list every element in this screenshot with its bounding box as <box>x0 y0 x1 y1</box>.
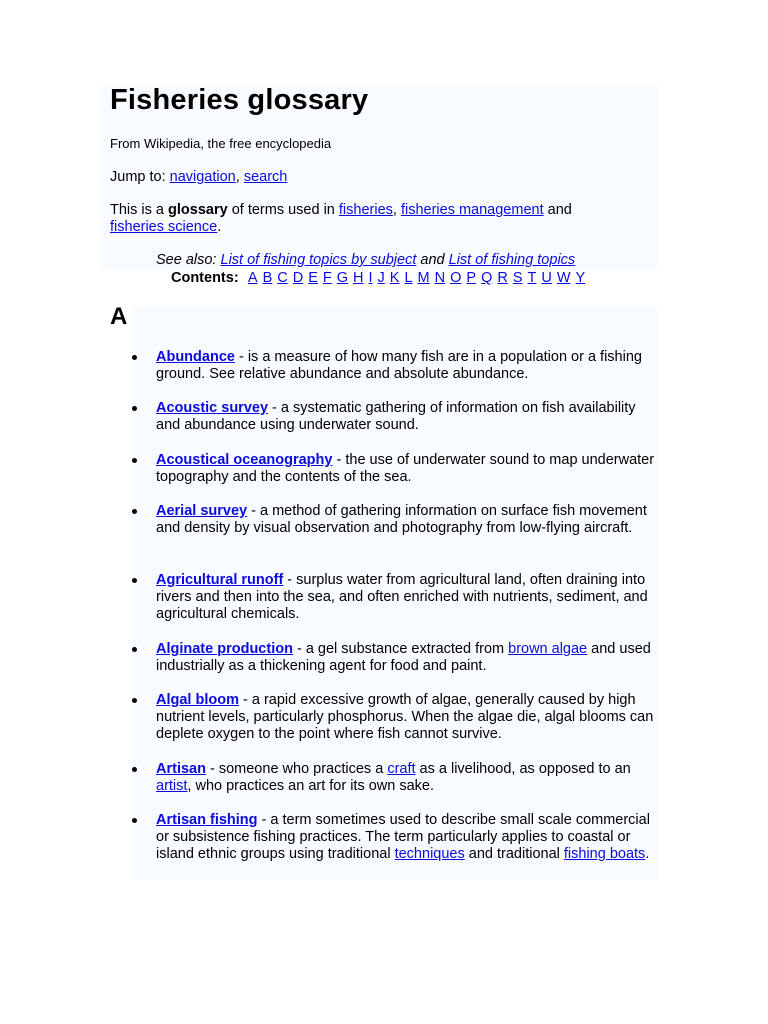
definition-text: as a livelihood, as opposed to an <box>415 761 631 777</box>
intro-paragraph <box>110 202 630 236</box>
fishing-boats-link[interactable]: fishing boats <box>563 846 646 862</box>
contents-letter-a[interactable]: A <box>247 270 258 286</box>
term-link[interactable]: Acoustic survey <box>156 400 269 416</box>
contents-letter-m[interactable]: M <box>417 270 430 286</box>
term-link[interactable]: Abundance <box>156 349 235 365</box>
list-item <box>156 692 658 743</box>
term-link[interactable]: Acoustical oceanography <box>156 452 333 468</box>
see-also-prefix: See also: <box>156 252 217 268</box>
intro-text-2: of terms used in <box>227 202 339 218</box>
jump-to <box>110 169 287 185</box>
intro-text-4: and <box>543 202 572 218</box>
brown-algae-link[interactable]: brown algae <box>508 641 588 657</box>
intro-text-3: , <box>392 202 401 218</box>
contents-letter-f[interactable]: F <box>322 270 332 286</box>
definition-text: - a term sometimes used to describe small scale commercial or subsistence fishing practices. The term particularly applies to coastal or island ethnic groups using traditional <box>156 812 650 862</box>
contents-letter-k[interactable]: K <box>389 270 400 286</box>
term-link[interactable]: Aerial survey <box>156 503 248 519</box>
contents-letter-w[interactable]: W <box>556 270 571 286</box>
definition-text: - someone who practices a <box>205 761 388 777</box>
list-item <box>156 400 658 434</box>
contents-letter-b[interactable]: B <box>262 270 273 286</box>
intro-bold: glossary <box>168 202 228 218</box>
term-link[interactable]: Alginate production <box>156 641 293 657</box>
jump-separator: , <box>235 169 240 185</box>
bullet-icon <box>132 818 137 823</box>
definition-text: - a method of gathering information on surface fish movement and density by visual observation and photography from low-flying aircraft. <box>156 503 647 536</box>
artist-link[interactable]: artist <box>156 778 188 794</box>
contents-letter-g[interactable]: G <box>336 270 349 286</box>
contents-letter-q[interactable]: Q <box>481 270 493 286</box>
fisheries-management-link[interactable]: fisheries management <box>400 202 544 218</box>
page-subtitle: From Wikipedia, the free encyclopedia <box>110 136 332 151</box>
bullet-icon <box>132 767 137 772</box>
contents-letter-t[interactable]: T <box>527 270 537 286</box>
contents-letter-s[interactable]: S <box>512 270 523 286</box>
list-item <box>156 812 658 863</box>
bullet-icon <box>132 647 137 652</box>
bullet-icon <box>132 406 137 411</box>
contents-letter-c[interactable]: C <box>277 270 288 286</box>
list-by-subject-link[interactable]: List of fishing topics by subject <box>220 252 417 268</box>
definition-text: and traditional <box>464 846 564 862</box>
contents-letter-p[interactable]: P <box>466 270 477 286</box>
search-link[interactable]: search <box>243 169 288 185</box>
contents-letter-j[interactable]: J <box>377 270 385 286</box>
definition-text: - the use of underwater sound to map underwater topography and the contents of the sea. <box>156 452 655 485</box>
section-heading: A <box>110 303 128 330</box>
list-item <box>156 452 658 486</box>
contents-index <box>171 270 590 286</box>
contents-letters <box>248 270 590 286</box>
fisheries-science-link[interactable]: fisheries science <box>110 219 218 235</box>
contents-letter-i[interactable]: I <box>368 270 373 286</box>
definition-text: - surplus water from agricultural land, often draining into rivers and then into the sea, and often enriched with nutrients, sediment, and agricultural chemicals. <box>156 572 648 622</box>
contents-letter-r[interactable]: R <box>497 270 508 286</box>
contents-letter-l[interactable]: L <box>404 270 413 286</box>
bullet-icon <box>132 698 137 703</box>
term-link[interactable]: Algal bloom <box>156 692 239 708</box>
term-link[interactable]: Artisan fishing <box>156 812 258 828</box>
definition-text: - a systematic gathering of information on fish availability and abundance using underwater sound. <box>156 400 636 433</box>
definition-text: - a rapid excessive growth of algae, generally caused by high nutrient levels, particularly phosphorus. When the algae die, algal blooms can deplete oxygen to the point where fish cannot survive. <box>156 692 654 742</box>
list-of-topics-link[interactable]: List of fishing topics <box>448 252 576 268</box>
page-title: Fisheries glossary <box>110 84 369 116</box>
contents-letter-o[interactable]: O <box>450 270 462 286</box>
definition-text: . <box>645 846 650 862</box>
bullet-icon <box>132 509 137 514</box>
list-item <box>156 572 658 623</box>
bullet-icon <box>132 355 137 360</box>
see-also <box>156 252 575 268</box>
bullet-icon <box>132 458 137 463</box>
contents-letter-d[interactable]: D <box>292 270 304 286</box>
list-item <box>156 349 658 383</box>
term-link[interactable]: Artisan <box>156 761 206 777</box>
contents-letter-u[interactable]: U <box>541 270 552 286</box>
list-item <box>156 761 658 795</box>
definition-text: and used industrially as a thickening agent for food and paint. <box>156 641 651 674</box>
list-item <box>156 641 658 675</box>
see-also-and: and <box>420 252 445 268</box>
techniques-link[interactable]: techniques <box>394 846 465 862</box>
definition-text: - a gel substance extracted from <box>292 641 509 657</box>
list-item <box>156 503 658 537</box>
term-link[interactable]: Agricultural runoff <box>156 572 284 588</box>
contents-letter-n[interactable]: N <box>434 270 446 286</box>
intro-text-5: . <box>217 219 222 235</box>
contents-letter-e[interactable]: E <box>308 270 318 286</box>
contents-letter-y[interactable]: Y <box>575 270 586 286</box>
bullet-icon <box>132 578 137 583</box>
contents-letter-h[interactable]: H <box>353 270 364 286</box>
contents-label: Contents: <box>171 270 239 286</box>
jump-prefix: Jump to: <box>110 169 166 185</box>
definition-text: , who practices an art for its own sake. <box>187 778 435 794</box>
definition-text: - is a measure of how many fish are in a population or a fishing ground. See relative abundance and absolute abundance. <box>156 349 642 382</box>
navigation-link[interactable]: navigation <box>169 169 236 185</box>
intro-text-1: This is a <box>110 202 169 218</box>
fisheries-link[interactable]: fisheries <box>338 202 393 218</box>
craft-link[interactable]: craft <box>387 761 416 777</box>
